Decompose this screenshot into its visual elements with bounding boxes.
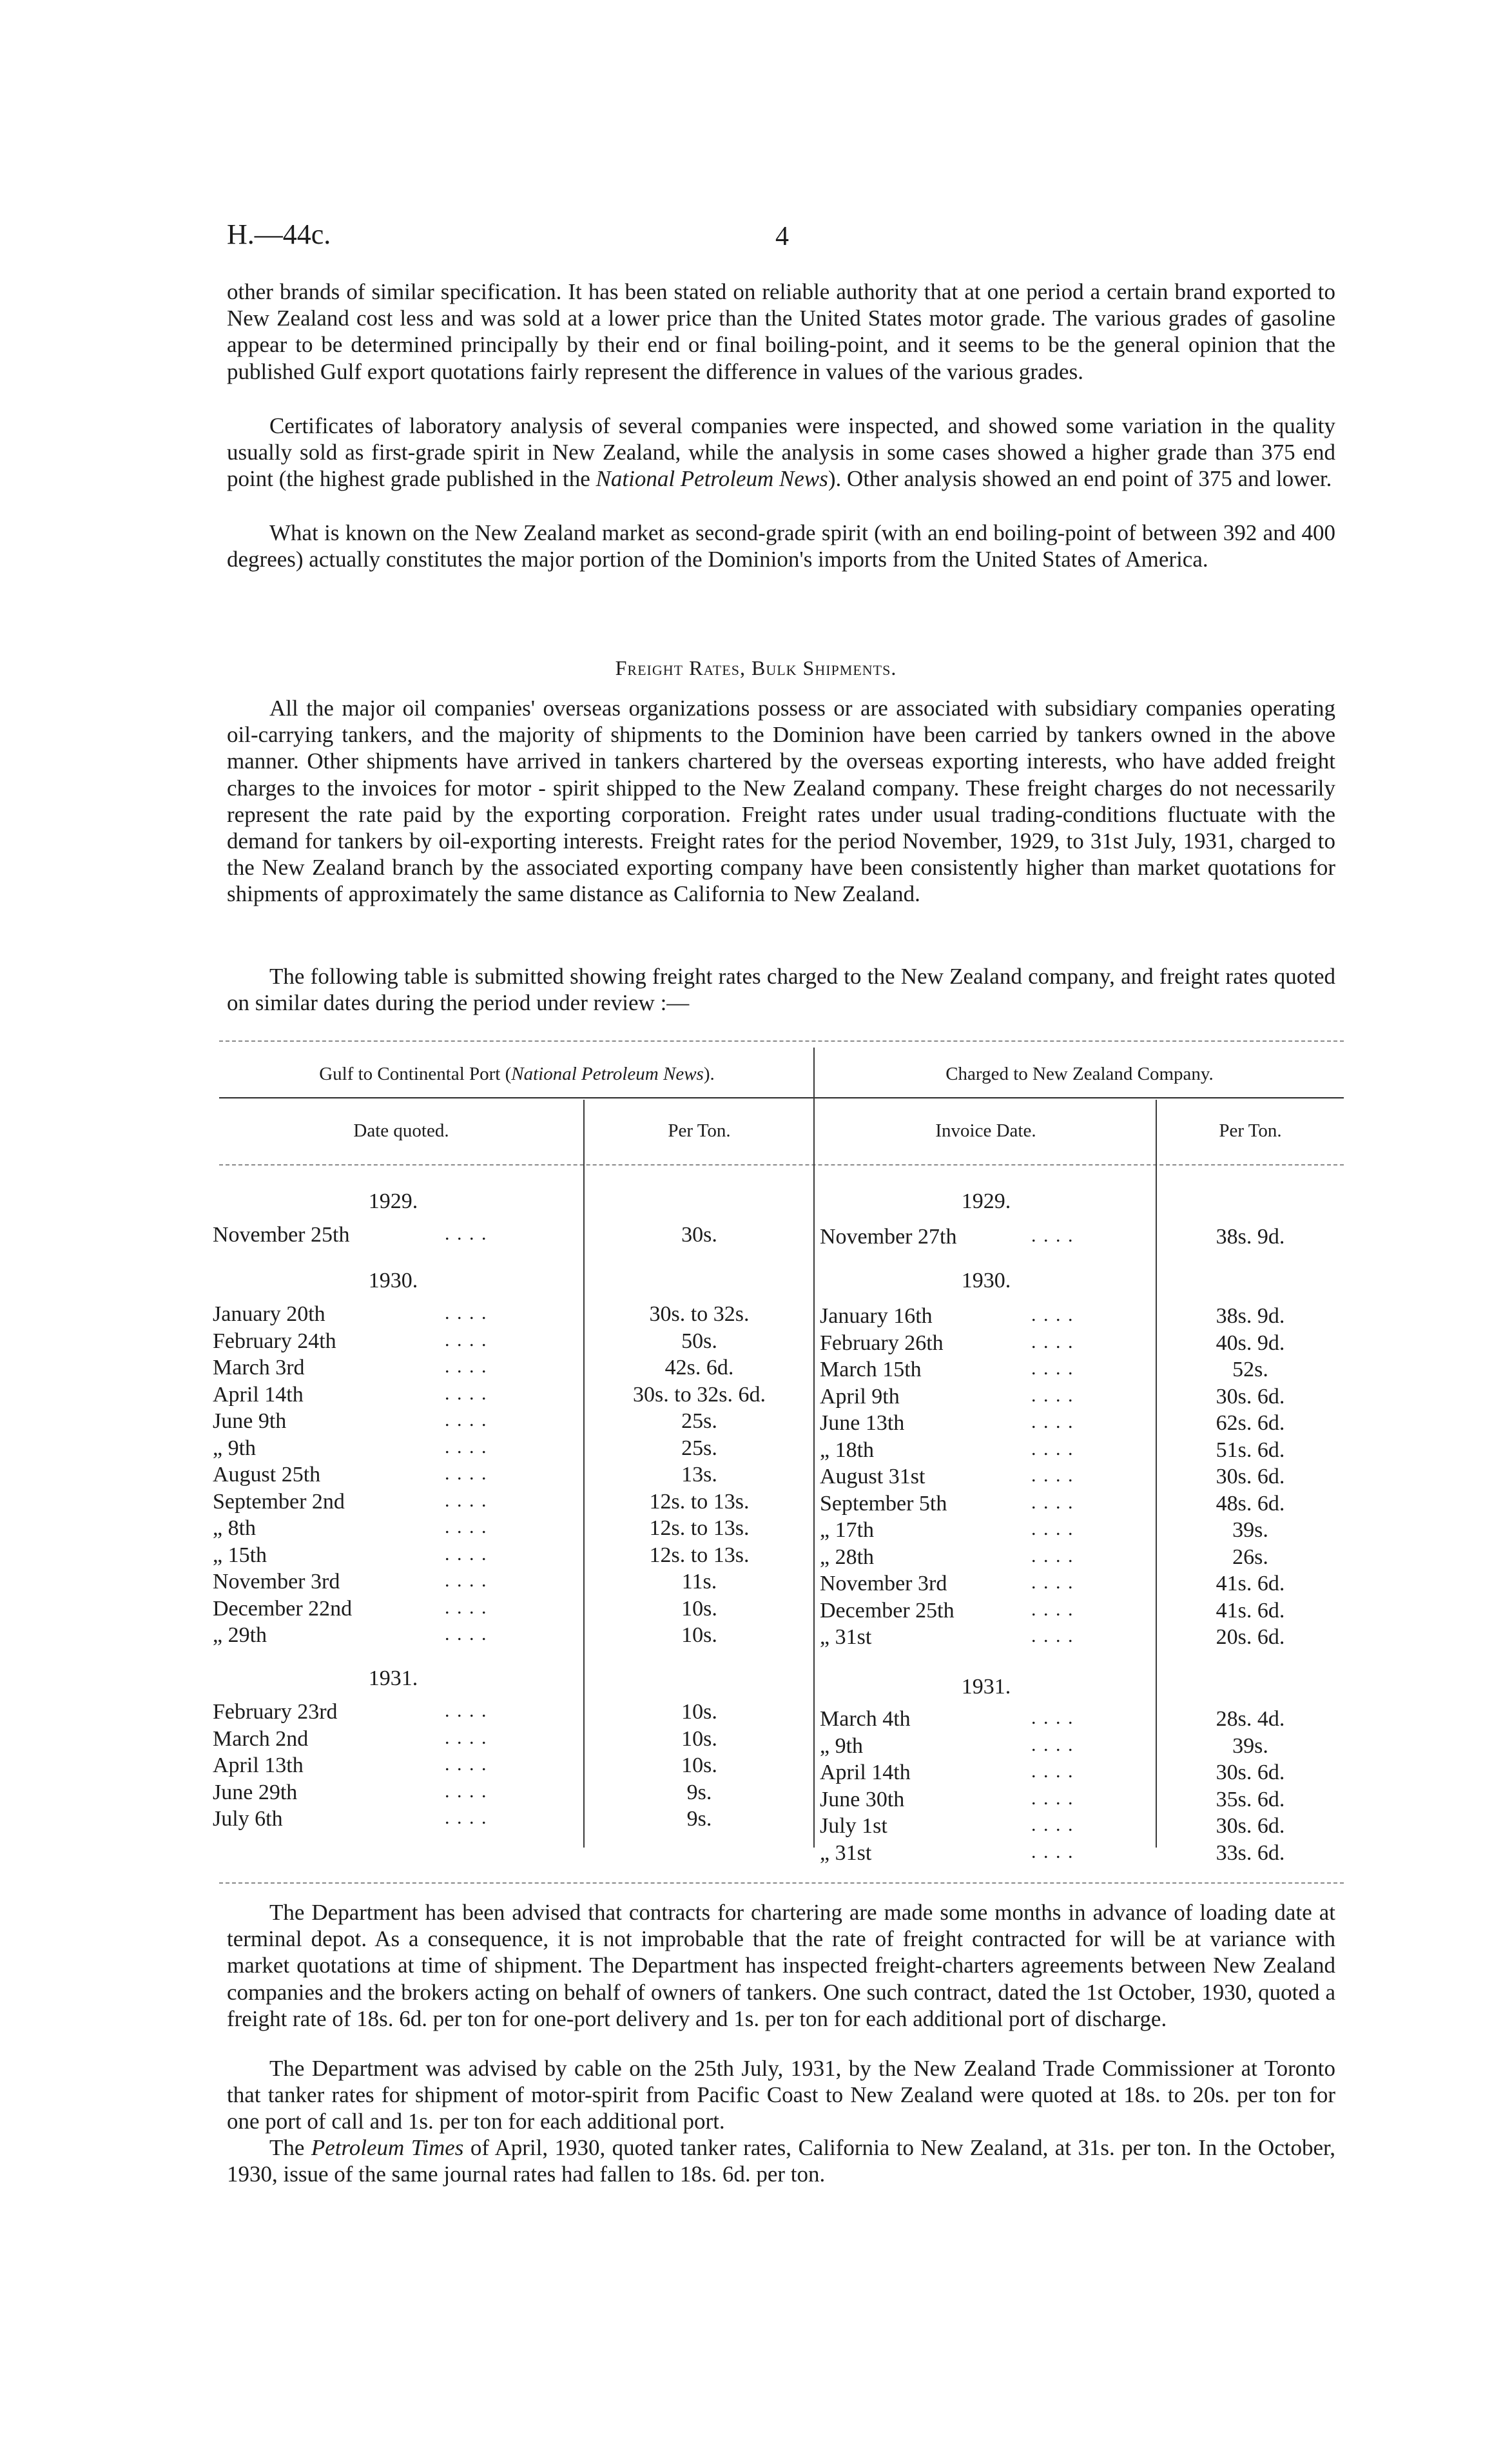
row-rate: 41s. 6d.	[1216, 1598, 1285, 1623]
row-rate: 12s. to 13s.	[649, 1489, 750, 1514]
row-rate: 42s. 6d.	[664, 1356, 734, 1380]
leader-dots: . . . .	[1031, 1787, 1074, 1809]
paragraph: The Department was advised by cable on the 25th July, 1931, by the New Zealand Trade Commissioner at Toronto that tanker rates for shipment of motor-spirit from Pacific Coast to New Zealand were quoted at 18s. to 20s. per ton for one port of call and 1s. per ton for each additional port.	[227, 2056, 1335, 2134]
row-rate: 30s. 6d.	[1216, 1761, 1285, 1784]
leader-dots: . . . .	[445, 1726, 488, 1748]
row-rate: 25s.	[681, 1409, 717, 1433]
col-header-invoice-date: Invoice Date.	[935, 1120, 1036, 1141]
publication-title: Petroleum Times	[311, 2135, 464, 2160]
row-date: April 14th	[820, 1761, 911, 1784]
row-date: August 31st	[820, 1465, 926, 1488]
leader-dots: . . . .	[1031, 1733, 1074, 1755]
leader-dots: . . . .	[445, 1223, 488, 1244]
row-date: April 14th	[213, 1382, 304, 1407]
page-number: 4	[775, 222, 789, 251]
table-top-rule	[219, 1040, 1344, 1042]
row-rate: 11s.	[681, 1570, 717, 1594]
section-heading: Freight Rates, Bulk Shipments.	[615, 656, 897, 679]
row-date: March 2nd	[213, 1726, 309, 1751]
paragraph: Certificates of laboratory analysis of several companies were inspected, and showed some variation in the quality usually sold as first-grade spirit in New Zealand, while the analysis in some cases showed a higher grade than 375 end point (the highest grade published in the National Petroleum News). Other analysis showed an end point of 375 and lower.	[227, 413, 1335, 492]
row-date: September 2nd	[213, 1489, 345, 1514]
row-rate: 9s.	[686, 1807, 712, 1831]
year-label: 1931.	[368, 1666, 418, 1690]
row-date: „ 18th	[820, 1438, 875, 1462]
row-date: June 30th	[820, 1787, 905, 1811]
row-date: March 15th	[820, 1358, 922, 1381]
year-label: 1929.	[368, 1189, 418, 1213]
leader-dots: . . . .	[445, 1302, 488, 1323]
row-date: „ 8th	[213, 1516, 257, 1540]
paragraph: All the major oil companies' overseas organizations possess or are associated with subsidiary companies operating oil-carrying tankers, and the majority of shipments to the Dominion have been carried by tankers owned in the above manner. Other shipments have arrived in tankers chartered by the overseas exporting interests, who have added freight charges to the invoices for motor - spirit shipped to the New Zealand company. These freight charges do not necessarily represent the rate paid by the exporting corporation. Freight rates under usual trading-conditions fluctuate with the demand for tankers by oil-exporting interests. Freight rates for the period November, 1929, to 31st July, 1931, charged to the New Zealand branch by the associated exporting company have been consistently higher than market quotations for shipments of approximately the same distance as California to New Zealand.	[227, 696, 1335, 907]
row-date: June 9th	[213, 1409, 287, 1433]
row-rate: 20s. 6d.	[1216, 1625, 1285, 1649]
row-rate: 30s. 6d.	[1216, 1814, 1285, 1838]
table-bottom-rule	[219, 1882, 1344, 1884]
leader-dots: . . . .	[1031, 1331, 1074, 1352]
row-date: „ 28th	[820, 1545, 875, 1569]
row-date: November 3rd	[820, 1572, 947, 1595]
row-rate: 41s. 6d.	[1216, 1572, 1285, 1595]
leader-dots: . . . .	[445, 1329, 488, 1351]
paragraph: The Department has been advised that contracts for chartering are made some months in advance of loading date at terminal depot. As a consequence, it is not improbable that the rate of freight contracted for will be at variance with market quotations at time of shipment. The Department has inspected freight-charters agreements between New Zealand companies and the brokers acting on behalf of owners of tankers. One such contract, dated the 1st October, 1930, quoted a freight rate of 18s. 6d. per ton for one-port delivery and 1s. per ton for each additional port of discharge.	[227, 1900, 1335, 2031]
leader-dots: . . . .	[1031, 1384, 1074, 1406]
row-rate: 9s.	[686, 1780, 712, 1804]
row-rate: 13s.	[681, 1463, 717, 1487]
row-date: „ 15th	[213, 1543, 267, 1567]
paragraph: other brands of similar specification. It has been stated on reliable authority that at one period a certain brand exported to New Zealand cost less and was sold at a lower price than the United States motor grade. The various grades of gasoline appear to be determined principally by their end or final boiling-point, and it seems to be the general opinion that the published Gulf export quotations fairly represent the difference in values of the various grades.	[227, 279, 1335, 384]
year-label: 1931.	[961, 1675, 1011, 1699]
leader-dots: . . . .	[1031, 1572, 1074, 1593]
row-rate: 30s. 6d.	[1216, 1384, 1285, 1409]
row-date: February 23rd	[213, 1700, 338, 1724]
row-date: June 29th	[213, 1780, 298, 1804]
leader-dots: . . . .	[445, 1780, 488, 1802]
leader-dots: . . . .	[445, 1543, 488, 1565]
leader-dots: . . . .	[1031, 1814, 1074, 1835]
leader-dots: . . . .	[1031, 1411, 1074, 1432]
row-date: August 25th	[213, 1463, 321, 1487]
row-rate: 10s.	[681, 1596, 717, 1621]
row-date: „ 17th	[820, 1518, 875, 1542]
col-header-per-ton: Per Ton.	[668, 1120, 731, 1141]
row-date: November 25th	[213, 1223, 350, 1247]
row-rate: 48s. 6d.	[1216, 1491, 1285, 1516]
leader-dots: . . . .	[1031, 1545, 1074, 1566]
year-label: 1930.	[961, 1269, 1011, 1293]
leader-dots: . . . .	[1031, 1598, 1074, 1620]
row-date: December 22nd	[213, 1596, 353, 1621]
row-date: „ 31st	[820, 1625, 872, 1649]
row-date: April 9th	[820, 1384, 900, 1409]
row-date: July 1st	[820, 1814, 887, 1838]
leader-dots: . . . .	[1031, 1761, 1074, 1782]
row-rate: 10s.	[681, 1623, 717, 1647]
leader-dots: . . . .	[445, 1463, 488, 1484]
leader-dots: . . . .	[1031, 1840, 1074, 1862]
year-label: 1930.	[368, 1269, 418, 1293]
leader-dots: . . . .	[445, 1807, 488, 1828]
row-date: „ 31st	[820, 1840, 872, 1865]
leader-dots: . . . .	[445, 1516, 488, 1537]
row-rate: 33s. 6d.	[1216, 1840, 1285, 1865]
row-rate: 10s.	[681, 1753, 717, 1777]
row-rate: 12s. to 13s.	[649, 1543, 750, 1567]
row-rate: 39s.	[1232, 1733, 1268, 1758]
leader-dots: . . . .	[1031, 1358, 1074, 1379]
row-rate: 26s.	[1232, 1545, 1268, 1569]
paragraph: The Petroleum Times of April, 1930, quoted tanker rates, California to New Zealand, at 31s. per ton. In the October, 1930, issue of the same journal rates had fallen to 18s. 6d. per ton.	[227, 2135, 1336, 2187]
col-header-per-ton-2: Per Ton.	[1219, 1120, 1282, 1141]
row-rate: 28s. 4d.	[1216, 1707, 1285, 1731]
leader-dots: . . . .	[1031, 1625, 1074, 1646]
row-date: February 26th	[820, 1331, 944, 1355]
leader-dots: . . . .	[1031, 1225, 1074, 1246]
row-date: July 6th	[213, 1807, 283, 1831]
leader-dots: . . . .	[445, 1596, 488, 1618]
group-header-left: Gulf to Continental Port (National Petroleum News).	[319, 1064, 715, 1084]
leader-dots: . . . .	[1031, 1491, 1074, 1513]
row-date: January 16th	[820, 1304, 933, 1328]
row-rate: 39s.	[1232, 1518, 1268, 1542]
row-date: February 24th	[213, 1329, 336, 1353]
leader-dots: . . . .	[445, 1570, 488, 1591]
leader-dots: . . . .	[445, 1623, 488, 1644]
row-date: „ 9th	[820, 1733, 864, 1758]
publication-title: National Petroleum News	[596, 466, 828, 492]
col-header-rule	[219, 1164, 1344, 1166]
row-rate: 12s. to 13s.	[649, 1516, 750, 1540]
leader-dots: . . . .	[445, 1436, 488, 1458]
row-rate: 10s.	[681, 1700, 717, 1724]
row-rate: 10s.	[681, 1726, 717, 1751]
row-date: „ 9th	[213, 1436, 257, 1460]
row-date: November 27th	[820, 1225, 957, 1249]
document-code: H.—44c.	[227, 219, 331, 250]
leader-dots: . . . .	[1031, 1465, 1074, 1486]
leader-dots: . . . .	[445, 1489, 488, 1511]
row-rate: 52s.	[1232, 1358, 1268, 1381]
row-rate: 38s. 9d.	[1216, 1225, 1285, 1249]
group-header-right: Charged to New Zealand Company.	[945, 1064, 1214, 1084]
row-date: March 4th	[820, 1707, 911, 1731]
col-header-date-quoted: Date quoted.	[353, 1120, 449, 1141]
leader-dots: . . . .	[1031, 1304, 1074, 1325]
leader-dots: . . . .	[445, 1753, 488, 1775]
row-rate: 25s.	[681, 1436, 717, 1460]
row-rate: 30s.	[681, 1223, 717, 1247]
year-label: 1929.	[961, 1189, 1011, 1213]
leader-dots: . . . .	[445, 1356, 488, 1377]
paragraph: The following table is submitted showing freight rates charged to the New Zealand company, and freight rates quoted on similar dates during the period under review :—	[227, 964, 1335, 1016]
row-date: November 3rd	[213, 1570, 340, 1594]
leader-dots: . . . .	[1031, 1518, 1074, 1539]
row-date: March 3rd	[213, 1356, 305, 1380]
row-date: January 20th	[213, 1302, 325, 1326]
group-header-rule	[219, 1097, 1344, 1098]
leader-dots: . . . .	[1031, 1707, 1074, 1728]
paragraph: What is known on the New Zealand market as second-grade spirit (with an end boiling-point of between 392 and 400 degrees) actually constitutes the major portion of the Dominion's imports from the United States of America.	[227, 520, 1335, 572]
row-rate: 40s. 9d.	[1216, 1331, 1285, 1355]
row-rate: 30s. 6d.	[1216, 1465, 1285, 1488]
row-date: June 13th	[820, 1411, 905, 1435]
row-rate: 30s. to 32s. 6d.	[633, 1382, 766, 1407]
leader-dots: . . . .	[445, 1382, 488, 1404]
row-date: December 25th	[820, 1598, 955, 1623]
row-rate: 51s. 6d.	[1216, 1438, 1285, 1462]
leader-dots: . . . .	[445, 1409, 488, 1430]
row-rate: 50s.	[681, 1329, 717, 1353]
leader-dots: . . . .	[1031, 1438, 1074, 1459]
row-rate: 30s. to 32s.	[649, 1302, 750, 1326]
row-date: September 5th	[820, 1491, 947, 1516]
row-rate: 62s. 6d.	[1216, 1411, 1285, 1435]
row-rate: 38s. 9d.	[1216, 1304, 1285, 1328]
row-rate: 35s. 6d.	[1216, 1787, 1285, 1811]
row-date: April 13th	[213, 1753, 304, 1777]
row-date: „ 29th	[213, 1623, 267, 1647]
leader-dots: . . . .	[445, 1700, 488, 1721]
